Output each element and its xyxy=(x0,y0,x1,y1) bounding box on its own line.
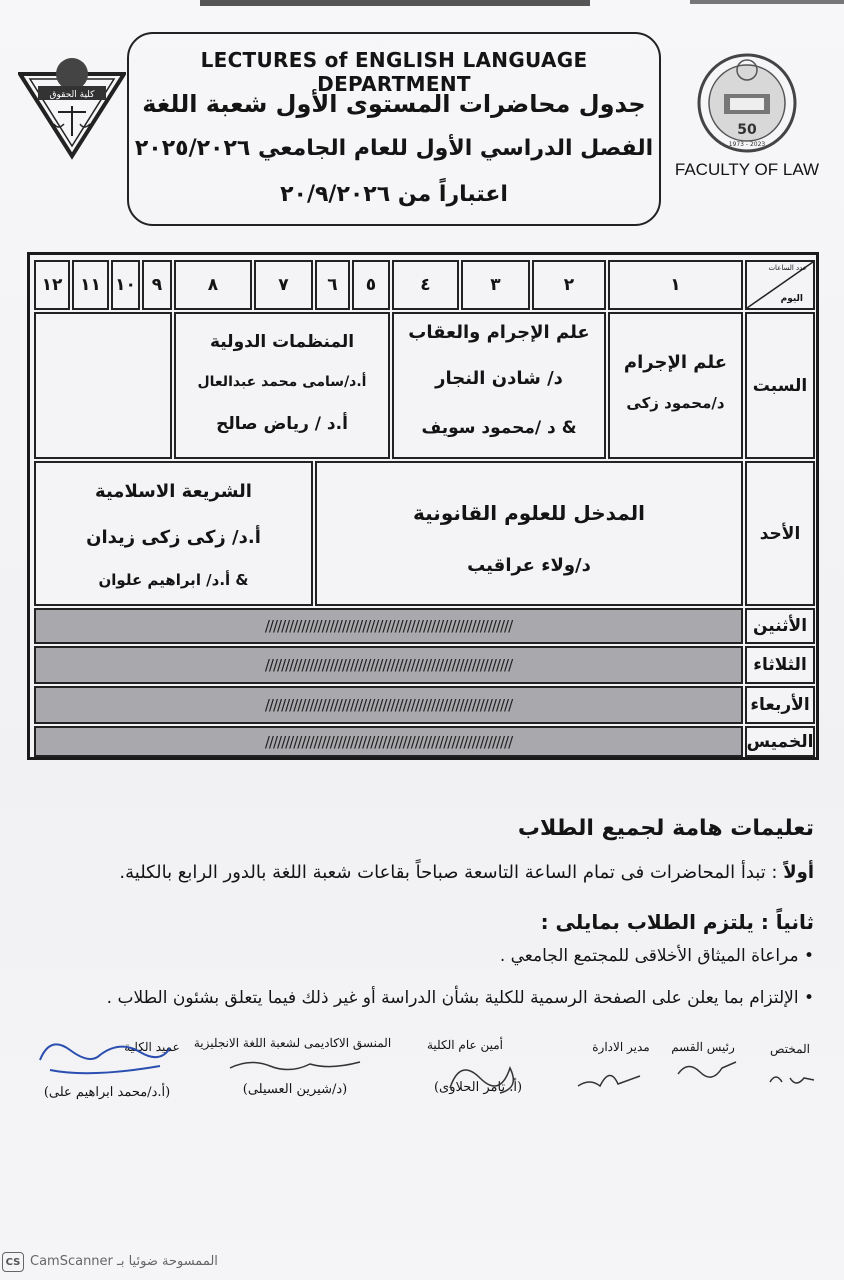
period-header-12: ١٢ xyxy=(34,260,70,310)
department-head-title: رئيس القسم xyxy=(671,1040,735,1054)
university-logo xyxy=(692,48,802,158)
right-logo-year: 50 xyxy=(737,122,757,138)
admin-director-signature xyxy=(570,1056,650,1096)
instruction-first-label: أولاً xyxy=(783,862,814,883)
title-english: LECTURES of ENGLISH LANGUAGE DEPARTMENT xyxy=(200,48,588,96)
day-saturday: السبت xyxy=(745,312,815,459)
law-faculty-logo xyxy=(18,52,126,160)
instruction-second xyxy=(541,910,814,934)
specialist-title: المختص xyxy=(770,1042,810,1056)
day-monday: الأثنين xyxy=(745,608,815,644)
tuesday-no-lectures: ///////////////////////////////////////////////////////////// xyxy=(34,646,743,684)
day-sunday: الأحد xyxy=(745,461,815,606)
saturday-slot-2-lecturer-1: د/ شادن النجار xyxy=(435,368,563,389)
scan-edge-shadow-right xyxy=(690,0,844,4)
instruction-first xyxy=(119,862,814,883)
dean-title: عميد الكلية xyxy=(124,1040,180,1054)
saturday-slot-1-title: علم الإجرام xyxy=(623,352,728,373)
sunday-slot-2-title: الشريعة الاسلامية xyxy=(95,481,252,502)
sunday-slot-2-lecturer-2: & أ.د/ ابراهيم علوان xyxy=(98,571,249,589)
title-arabic: جدول محاضرات المستوى الأول شعبة اللغة xyxy=(142,90,646,118)
coordinator-title: المنسق الاكاديمى لشعبة اللغة الانجليزية xyxy=(193,1036,392,1050)
instruction-first-text: : تبدأ المحاضرات فى تمام الساعة التاسعة صباحاً بقاعات شعبة اللغة بالدور الرابع بالكلية. xyxy=(119,862,778,883)
dean-name: (أ.د/محمد ابراهيم على) xyxy=(43,1085,171,1100)
bullet-dot-icon: • xyxy=(798,946,814,966)
instructions-heading: تعليمات هامة لجميع الطلاب xyxy=(517,816,814,841)
instruction-bullet-2-text: الإلتزام بما يعلن على الصفحة الرسمية للكلية بشأن الدراسة أو غير ذلك فيما يتعلق بشئون الطلاب . xyxy=(106,988,799,1008)
secretary-title: أمين عام الكلية xyxy=(426,1038,504,1052)
period-header-3: ٣ xyxy=(461,260,530,310)
corner-day-label: اليوم xyxy=(780,294,803,304)
saturday-slot-1-lecturer: د/محمود زكى xyxy=(626,394,725,412)
period-header-7: ٧ xyxy=(254,260,313,310)
period-header-11: ١١ xyxy=(72,260,109,310)
dean-signature xyxy=(30,1030,180,1090)
bullet-dot-icon: • xyxy=(798,988,814,1008)
saturday-empty xyxy=(34,312,172,459)
monday-no-lectures: ///////////////////////////////////////////////////////////// xyxy=(34,608,743,644)
instruction-bullet-1-text: مراعاة الميثاق الأخلاقى للمجتمع الجامعي . xyxy=(499,946,799,966)
saturday-slot-2-lecturer-2: & د /محمود سويف xyxy=(421,418,577,438)
period-header-8: ٨ xyxy=(174,260,252,310)
title-box xyxy=(127,32,661,226)
period-header-10: ١٠ xyxy=(111,260,140,310)
corner-cell xyxy=(745,260,815,310)
effective-date: اعتباراً من ٢٠/٩/٢٠٢٦ xyxy=(280,182,508,207)
secretary-name: (أ. تامر الحلاوى) xyxy=(433,1080,523,1095)
right-logo-years: 1973 - 2023 xyxy=(728,141,766,148)
day-wednesday: الأربعاء xyxy=(745,686,815,724)
secretary-signature xyxy=(440,1048,530,1098)
admin-director-title: مدير الادارة xyxy=(592,1040,650,1054)
sunday-slot-1 xyxy=(315,461,743,606)
left-logo-text: كلية الحقوق xyxy=(49,90,95,100)
saturday-slot-2 xyxy=(392,312,606,459)
period-header-9: ٩ xyxy=(142,260,172,310)
term-line: الفصل الدراسي الأول للعام الجامعي ٢٠٢٥/٢٠٢٦ xyxy=(134,136,654,161)
sunday-slot-1-lecturer: د/ولاء عراقيب xyxy=(467,555,591,576)
camscanner-footer: الممسوحة ضوئيا بـ CamScanner xyxy=(30,1254,218,1269)
period-header-1: ١ xyxy=(608,260,743,310)
period-header-5: ٥ xyxy=(352,260,390,310)
sunday-slot-2-lecturer-1: أ.د/ زكى زكى زيدان xyxy=(86,527,261,548)
period-header-6: ٦ xyxy=(315,260,350,310)
instruction-bullet-1 xyxy=(500,946,814,966)
scan-edge-shadow xyxy=(200,0,590,6)
instruction-bullet-2 xyxy=(107,988,814,1008)
corner-hours-label: عدد الساعات xyxy=(768,264,807,272)
sunday-slot-2 xyxy=(34,461,313,606)
coordinator-signature xyxy=(220,1050,380,1080)
day-tuesday: الثلاثاء xyxy=(745,646,815,684)
wednesday-no-lectures: ///////////////////////////////////////////////////////////// xyxy=(34,686,743,724)
saturday-slot-2-title: علم الإجرام والعقاب xyxy=(408,322,590,343)
instruction-second-text: : يلتزم الطلاب بمايلى : xyxy=(540,910,769,934)
period-header-4: ٤ xyxy=(392,260,459,310)
coordinator-name: (د/شيرين العسيلى) xyxy=(242,1082,348,1097)
saturday-slot-3-lecturer-1: أ.د/سامى محمد عبدالعال xyxy=(197,374,367,390)
schedule-table xyxy=(27,252,819,760)
period-header-2: ٢ xyxy=(532,260,606,310)
instruction-second-label: ثانياً xyxy=(775,910,814,934)
thursday-no-lectures: ///////////////////////////////////////////////////////////// xyxy=(34,726,743,757)
faculty-name: FACULTY OF LAW xyxy=(674,160,820,179)
saturday-slot-1 xyxy=(608,312,743,459)
specialist-signature xyxy=(764,1068,820,1092)
camscanner-logo-icon: CS xyxy=(2,1252,24,1272)
saturday-slot-3 xyxy=(174,312,390,459)
department-head-signature xyxy=(672,1054,742,1084)
saturday-slot-3-lecturer-2: أ.د / رياض صالح xyxy=(216,414,348,434)
day-thursday: الخميس xyxy=(745,726,815,757)
saturday-slot-3-title: المنظمات الدولية xyxy=(209,332,355,352)
sunday-slot-1-title: المدخل للعلوم القانونية xyxy=(413,501,645,525)
